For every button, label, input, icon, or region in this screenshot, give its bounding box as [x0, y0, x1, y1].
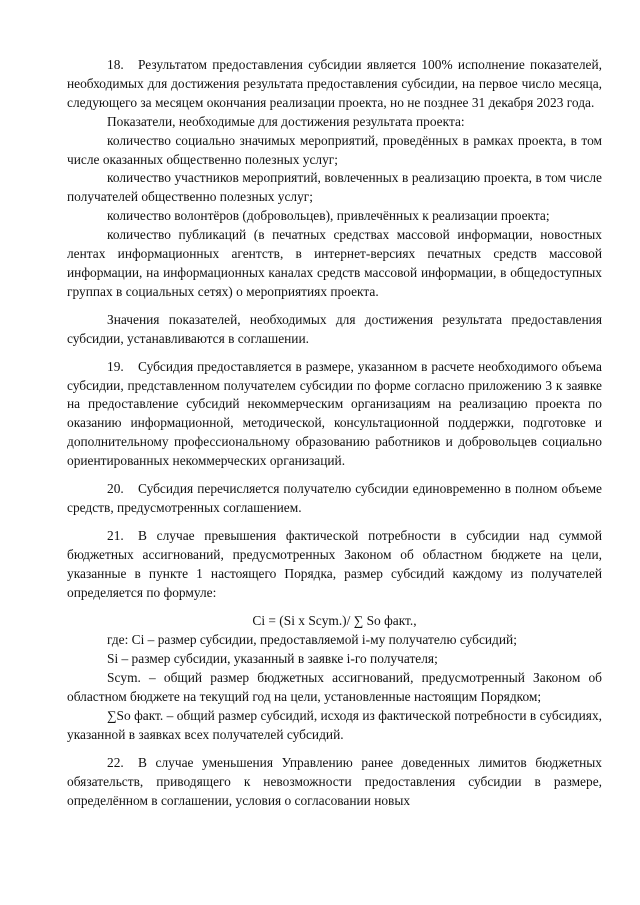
formula-definition: Scym. – общий размер бюджетных ассигнований, предусмотренный Законом об областном бюджете на текущий год на цели, установленные настоящим Порядком; — [67, 670, 602, 705]
paragraph-number: 21. — [107, 527, 124, 543]
indicators-intro: Показатели, необходимые для достижения результата проекта: — [107, 113, 465, 129]
indicator-values-paragraph: Значения показателей, необходимых для достижения результата предоставления субсидии, устанавливаются в соглашении. — [67, 311, 602, 346]
paragraph-number: 20. — [107, 481, 124, 497]
formula-definition: Si – размер субсидии, указанный в заявке i-го получателя; — [107, 651, 438, 667]
paragraph-18 — [67, 56, 602, 113]
paragraph-text: Субсидия предоставляется в размере, указанном в расчете необходимого объема субсидии, представленном получателем субсидии по форме согласно приложению 3 к заявке на предоставление субсидий некоммерческим организациям на реализацию проекта по оказанию информационной, методической, консультационной поддержки, подготовке и дополнительному профессиональному образованию работников и добровольцев социально ориентированных некоммерческих организаций. — [67, 358, 602, 469]
paragraph-text: Результатом предоставления субсидии является 100% исполнение показателей, необходимых для достижения результата предоставления субсидии, на первое число месяца, следующего за месяцем окончания реализации проекта, но не позднее 31 декабря 2023 года. — [67, 57, 602, 110]
paragraph-text: Субсидия перечисляется получателю субсидии единовременно в полном объеме средств, предусмотренных соглашением. — [67, 481, 602, 515]
indicator-item: количество участников мероприятий, вовлеченных в реализацию проекта, в том числе получателей общественно полезных услуг; — [67, 170, 602, 205]
paragraph-22 — [67, 754, 602, 811]
paragraph-number: 18. — [107, 57, 124, 72]
indicator-item: количество социально значимых мероприятий, проведённых в рамках проекта, в том числе оказанных общественно полезных услуг; — [67, 132, 602, 167]
paragraph-20 — [67, 480, 602, 518]
indicator-item: количество волонтёров (добровольцев), привлечённых к реализации проекта; — [107, 208, 550, 224]
paragraph-text: В случае уменьшения Управлению ранее доведенных лимитов бюджетных обязательств, приводящего к невозможности предоставления субсидии в размере, определённом в соглашении, условия о согласовании новых — [67, 754, 602, 808]
paragraph-number: 22. — [107, 754, 124, 770]
indicator-item: количество публикаций (в печатных средствах массовой информации, новостных лентах информационных агентств, в интернет-версиях печатных средств массовой информации, на информационных каналах средств массовой информации, в общедоступных группах в социальных сетях) о мероприятиях проекта. — [67, 227, 602, 299]
formula-definition: ∑So факт. – общий размер субсидий, исходя из фактической потребности в субсидиях, указанной в заявках всех получателей субсидий. — [67, 708, 602, 742]
paragraph-text: В случае превышения фактической потребности в субсидии над суммой бюджетных ассигнований, предусмотренных Законом об областном бюджете на цели, указанные в пункте 1 настоящего Порядка, размер субсидий каждому из получателей определяется по формуле: — [67, 527, 602, 600]
paragraph-number: 19. — [107, 358, 124, 374]
formula-definition: где: Ci – размер субсидии, предоставляемой i-му получателю субсидий; — [107, 632, 517, 648]
paragraph-19 — [67, 358, 602, 471]
subsidy-formula: Ci = (Si x Scym.)/ ∑ So факт., — [252, 613, 417, 629]
paragraph-21 — [67, 527, 602, 603]
